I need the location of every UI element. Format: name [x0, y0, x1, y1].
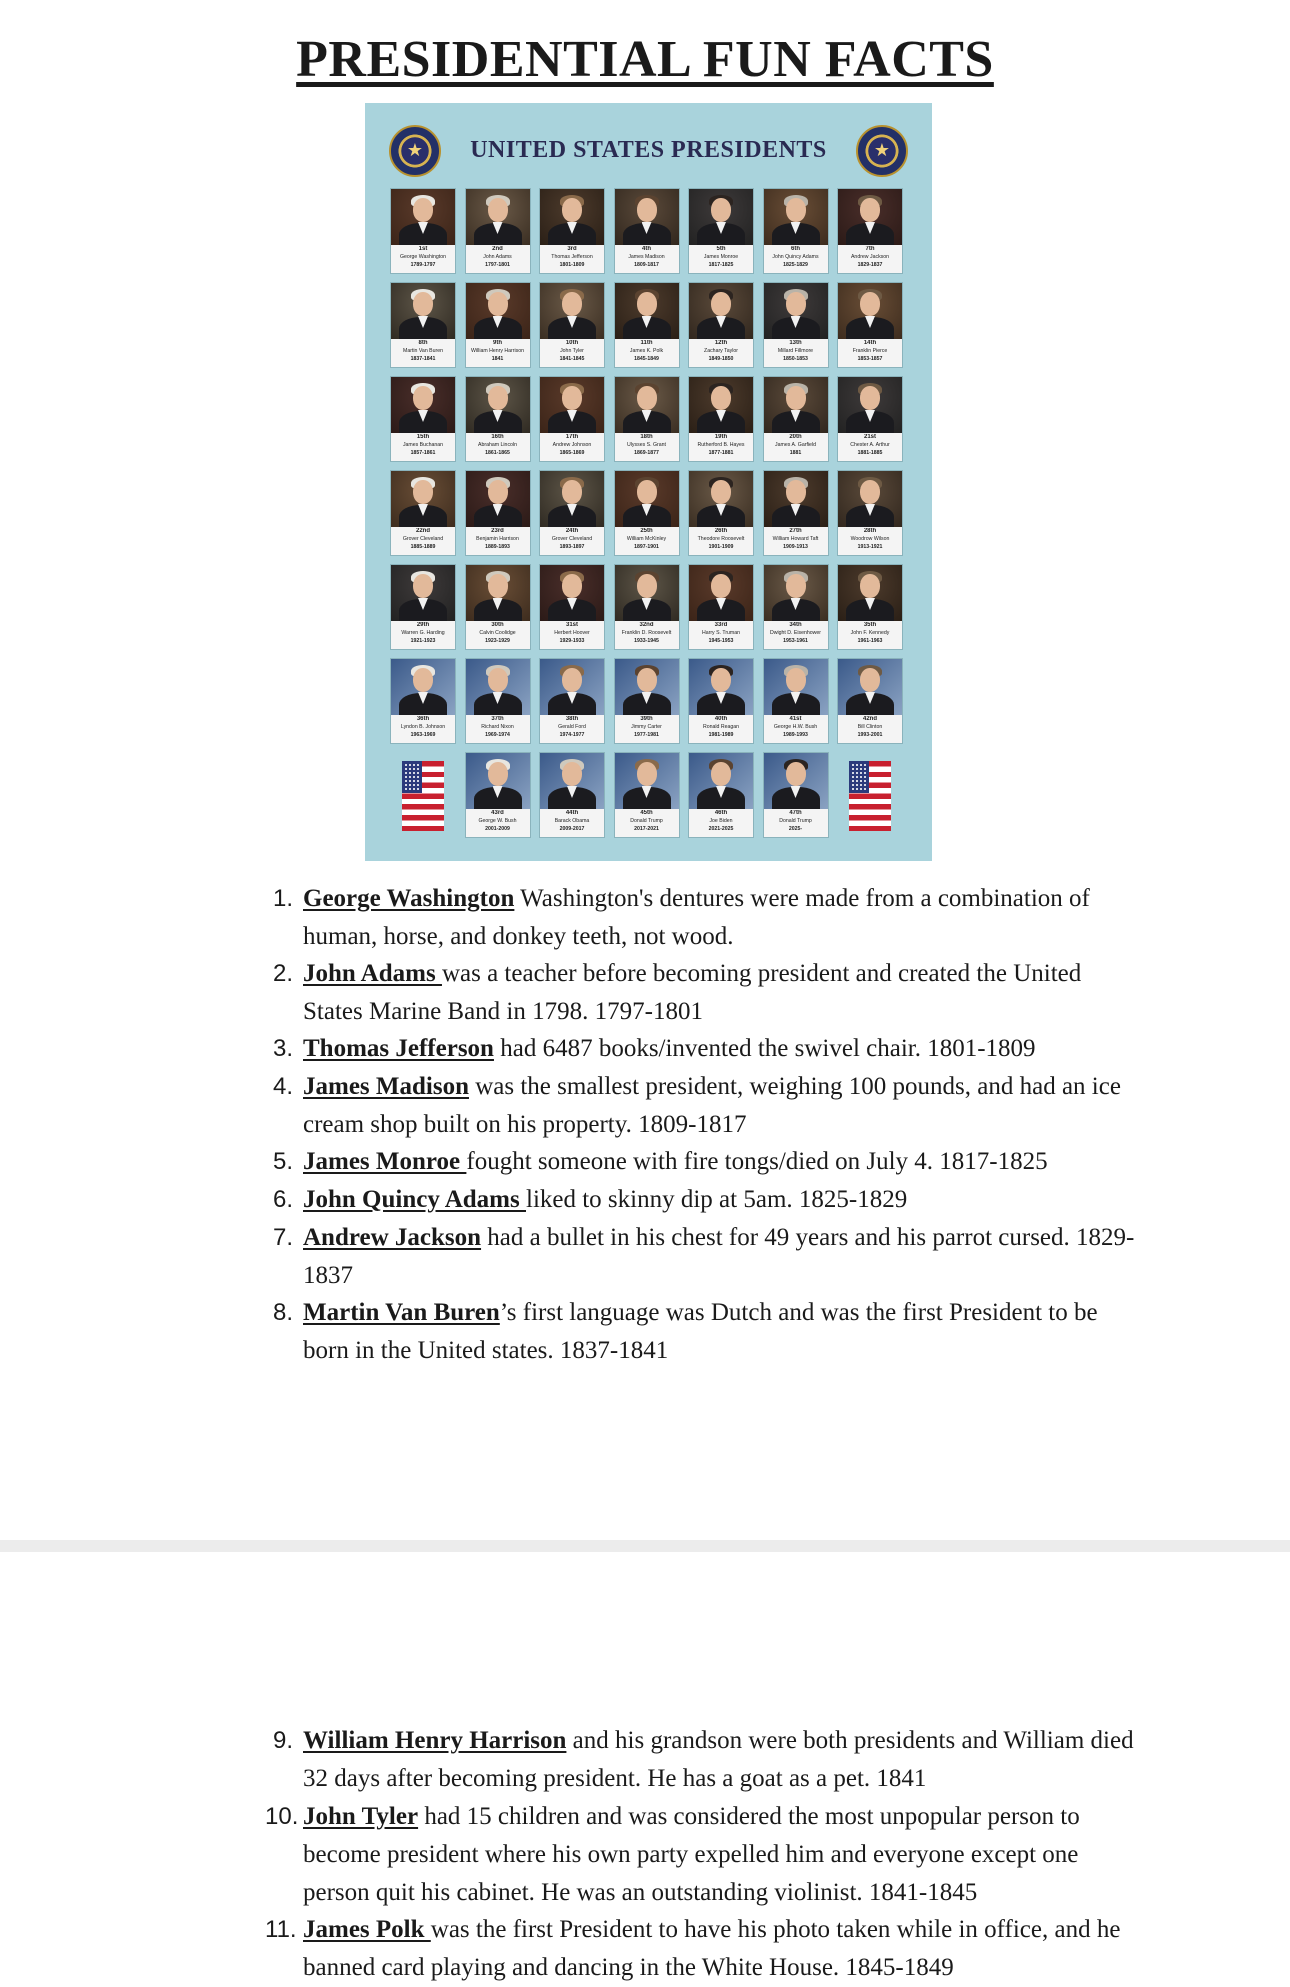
- president-years: 2017-2021: [634, 826, 659, 832]
- president-name-link: James Polk: [303, 1916, 431, 1943]
- president-number: 13th: [789, 340, 802, 346]
- president-name: Richard Nixon: [481, 724, 514, 730]
- president-name: Andrew Johnson: [552, 442, 592, 448]
- president-portrait: [689, 753, 753, 809]
- president-card: [391, 283, 455, 367]
- president-number: 18th: [640, 434, 653, 440]
- president-card: [764, 565, 828, 649]
- president-name: Andrew Jackson: [850, 254, 890, 260]
- president-portrait: [540, 377, 604, 433]
- president-name: Ronald Reagan: [702, 724, 740, 730]
- president-name-link: William Henry Harrison: [303, 1727, 567, 1754]
- president-card: [615, 377, 679, 461]
- poster-header: [365, 119, 932, 179]
- president-portrait: [764, 565, 828, 621]
- president-years: 1889-1893: [485, 544, 510, 550]
- president-portrait: [615, 377, 679, 433]
- president-years: 2009-2017: [559, 826, 585, 832]
- president-portrait: [615, 659, 679, 715]
- president-card: [466, 189, 530, 273]
- fact-number: 4.: [272, 1073, 293, 1100]
- president-card: [838, 471, 902, 555]
- president-card: [540, 565, 604, 649]
- president-name: Donald Trump: [779, 818, 812, 824]
- president-portrait: [838, 189, 902, 245]
- fact-number: 3.: [272, 1035, 293, 1062]
- president-portrait: [391, 283, 455, 339]
- fact-text: liked to skinny dip at 5am. 1825-1829: [526, 1186, 908, 1213]
- president-name-link: Thomas Jefferson: [303, 1035, 494, 1062]
- fact-list-item: [272, 880, 1143, 956]
- president-years: 2001-2009: [485, 826, 510, 832]
- president-grid: [391, 189, 911, 837]
- president-years: 1909-1913: [783, 544, 808, 550]
- president-name-link: John Tyler: [303, 1803, 419, 1830]
- president-name: Dwight D. Eisenhower: [769, 630, 822, 636]
- president-name: Joe Biden: [709, 818, 733, 824]
- president-name: Bill Clinton: [857, 724, 883, 730]
- president-card: [615, 753, 679, 837]
- president-number: 33rd: [714, 622, 728, 628]
- president-number: 19th: [714, 434, 728, 440]
- president-name-link: James Madison: [303, 1073, 469, 1100]
- president-name: George W. Bush: [478, 818, 517, 824]
- president-portrait: [764, 283, 828, 339]
- president-name: Donald Trump: [630, 818, 663, 824]
- president-portrait: [540, 659, 604, 715]
- president-years: 1929-1933: [559, 638, 585, 644]
- fact-number: 1.: [272, 885, 293, 912]
- president-name-link: James Monroe: [303, 1148, 467, 1175]
- president-number: 12th: [714, 340, 728, 346]
- president-name: James Monroe: [703, 254, 739, 260]
- president-portrait: [689, 189, 753, 245]
- fact-list-item: [272, 1030, 1143, 1068]
- president-years: 1825-1829: [783, 262, 808, 268]
- president-card: [615, 471, 679, 555]
- president-portrait: [540, 283, 604, 339]
- poster-title: UNITED STATES PRESIDENTS: [470, 137, 827, 163]
- fact-text: was the first President to have his photo taken while in office, and he banned card playing and dancing in the White House. 1845-1849: [303, 1916, 1121, 1981]
- president-portrait: [689, 283, 753, 339]
- president-years: 1901-1909: [708, 544, 734, 550]
- president-name: Theodore Roosevelt: [697, 536, 745, 542]
- president-card: [764, 659, 828, 743]
- president-card: [764, 471, 828, 555]
- president-name: Millard Fillmore: [777, 348, 814, 354]
- president-portrait: [689, 565, 753, 621]
- fact-text: fought someone with fire tongs/died on July 4. 1817-1825: [466, 1148, 1048, 1175]
- president-years: 1893-1897: [559, 544, 585, 550]
- president-name: Gerald Ford: [558, 724, 586, 730]
- fact-list-item: [265, 1911, 1143, 1987]
- president-name-link: John Quincy Adams: [303, 1186, 526, 1213]
- president-portrait: [689, 377, 753, 433]
- president-portrait: [838, 283, 902, 339]
- president-number: 4th: [642, 246, 651, 252]
- president-name: Woodrow Wilson: [850, 536, 890, 542]
- president-number: 41st: [789, 716, 802, 722]
- president-number: 20th: [789, 434, 802, 440]
- president-portrait: [764, 659, 828, 715]
- president-name: Grover Cleveland: [551, 536, 593, 542]
- president-years: 1977-1981: [634, 732, 659, 738]
- president-portrait: [466, 753, 530, 809]
- president-number: 28th: [863, 528, 877, 534]
- president-card: [838, 659, 902, 743]
- president-name-link: George Washington: [303, 885, 515, 912]
- president-portrait: [615, 565, 679, 621]
- president-card: [764, 753, 828, 837]
- president-name: Benjamin Harrison: [476, 536, 519, 542]
- fact-list-item: [272, 1722, 1143, 1798]
- president-number: 35th: [863, 622, 877, 628]
- president-number: 44th: [565, 810, 579, 816]
- president-number: 9th: [493, 340, 502, 346]
- president-years: 1801-1809: [559, 262, 585, 268]
- fact-text: was the smallest president, weighing 100 pounds, and had an ice cream shop built on his property. 1809-1817: [303, 1073, 1121, 1138]
- fact-number: 5.: [272, 1148, 293, 1175]
- fact-list-item: [265, 1798, 1143, 1912]
- president-name-link: Martin Van Buren: [303, 1299, 500, 1326]
- president-years: 1849-1850: [708, 356, 734, 362]
- president-number: 23rd: [491, 528, 504, 534]
- fact-text: was a teacher before becoming president and created the United States Marine Band in 1798. 1797-1801: [303, 960, 1082, 1025]
- president-card: [540, 471, 604, 555]
- president-portrait: [540, 565, 604, 621]
- president-card: [391, 659, 455, 743]
- president-number: 34th: [789, 622, 802, 628]
- president-portrait: [391, 377, 455, 433]
- president-number: 16th: [491, 434, 504, 440]
- fact-text: had 6487 books/invented the swivel chair. 1801-1809: [493, 1035, 1036, 1062]
- president-number: 21st: [863, 434, 876, 440]
- president-years: 1861-1865: [485, 450, 510, 456]
- president-number: 10th: [565, 340, 579, 346]
- president-years: 1881: [789, 450, 802, 456]
- president-years: 1865-1869: [559, 450, 585, 456]
- president-name: Rutherford B. Hayes: [697, 442, 745, 448]
- president-portrait: [466, 377, 530, 433]
- president-card: [689, 565, 753, 649]
- president-number: 7th: [865, 246, 875, 252]
- fact-text: ’s first language was Dutch and was the first President to be born in the United states. 1837-1841: [303, 1299, 1098, 1364]
- president-portrait: [391, 189, 455, 245]
- president-portrait: [764, 753, 828, 809]
- president-years: 2021-2025: [708, 826, 734, 832]
- president-name: William McKinley: [626, 536, 667, 542]
- president-portrait: [689, 659, 753, 715]
- president-card: [466, 377, 530, 461]
- president-name: Ulysses S. Grant: [627, 442, 666, 448]
- president-number: 39th: [640, 716, 653, 722]
- president-years: 1993-2001: [857, 732, 883, 738]
- president-name: William Howard Taft: [772, 536, 819, 542]
- president-card: [838, 565, 902, 649]
- president-name: George H.W. Bush: [773, 724, 818, 730]
- president-years: 1974-1977: [559, 732, 585, 738]
- president-years: 1869-1877: [634, 450, 659, 456]
- president-years: 1789-1797: [410, 262, 436, 268]
- president-years: 1837-1841: [410, 356, 436, 362]
- president-number: 36th: [416, 716, 430, 722]
- president-years: 1923-1929: [485, 638, 510, 644]
- president-number: 2nd: [492, 246, 503, 252]
- president-card: [615, 283, 679, 367]
- president-card: [391, 377, 455, 461]
- president-number: 29th: [416, 622, 430, 628]
- page-separator: [0, 1540, 1290, 1552]
- fact-text: and his grandson were both presidents and William died 32 days after becoming president. He has a goat as a pet. 1841: [303, 1727, 1134, 1792]
- president-card: [764, 283, 828, 367]
- president-years: 1841: [491, 356, 504, 362]
- president-portrait: [466, 283, 530, 339]
- president-card: [540, 283, 604, 367]
- president-number: 26th: [714, 528, 728, 534]
- president-number: 15th: [416, 434, 430, 440]
- fact-number: 6.: [272, 1186, 293, 1213]
- president-card: [838, 377, 902, 461]
- president-years: 1981-1989: [708, 732, 734, 738]
- fact-number: 9.: [272, 1727, 293, 1754]
- president-name: George Washington: [400, 254, 446, 260]
- president-years: 1850-1853: [783, 356, 808, 362]
- president-card: [838, 283, 902, 367]
- president-name: James K. Polk: [629, 348, 664, 354]
- president-name: Abraham Lincoln: [478, 442, 517, 448]
- president-name: William Henry Harrison: [470, 348, 525, 354]
- president-years: 1897-1901: [634, 544, 659, 550]
- fact-list-item: [272, 1181, 1143, 1219]
- president-portrait: [615, 753, 679, 809]
- president-name: Jimmy Carter: [631, 724, 662, 730]
- president-name: James A. Garfield: [775, 442, 816, 448]
- president-card: [689, 189, 753, 273]
- president-card: [689, 753, 753, 837]
- president-number: 8th: [418, 340, 428, 346]
- president-portrait: [466, 189, 530, 245]
- president-portrait: [391, 565, 455, 621]
- president-portrait: [838, 565, 902, 621]
- president-portrait: [764, 471, 828, 527]
- president-name: John F. Kennedy: [850, 630, 890, 636]
- president-card: [540, 377, 604, 461]
- president-number: 37th: [491, 716, 504, 722]
- president-years: 1881-1885: [857, 450, 883, 456]
- president-number: 46th: [714, 810, 728, 816]
- president-portrait: [466, 565, 530, 621]
- president-number: 1st: [418, 246, 428, 252]
- president-name: John Quincy Adams: [772, 254, 819, 260]
- president-name-link: Andrew Jackson: [303, 1224, 482, 1251]
- president-card: [764, 377, 828, 461]
- president-years: 1953-1961: [783, 638, 808, 644]
- president-years: 1845-1849: [634, 356, 659, 362]
- president-years: 1961-1963: [857, 638, 883, 644]
- president-number: 47th: [789, 810, 802, 816]
- page-title: PRESIDENTIAL FUN FACTS: [296, 31, 994, 88]
- fact-list-item: [272, 1068, 1143, 1144]
- president-name: Franklin D. Roosevelt: [621, 630, 672, 636]
- president-portrait: [391, 471, 455, 527]
- president-portrait: [615, 189, 679, 245]
- president-card: [391, 189, 455, 273]
- president-card: [689, 471, 753, 555]
- president-portrait: [540, 471, 604, 527]
- president-name-link: John Adams: [303, 960, 442, 987]
- president-card: [466, 565, 530, 649]
- president-portrait: [466, 659, 530, 715]
- president-name: Herbert Hoover: [554, 630, 590, 636]
- president-name: Zachary Taylor: [704, 348, 738, 354]
- president-number: 45th: [640, 810, 653, 816]
- president-number: 22nd: [415, 528, 430, 534]
- president-number: 25th: [640, 528, 653, 534]
- president-number: 30th: [491, 622, 504, 628]
- president-number: 31st: [565, 622, 578, 628]
- fact-list-item: [272, 1143, 1143, 1181]
- president-years: 1797-1801: [485, 262, 510, 268]
- president-name: Thomas Jefferson: [551, 254, 593, 260]
- president-card: [391, 565, 455, 649]
- president-card: [689, 659, 753, 743]
- president-years: 1913-1921: [857, 544, 883, 550]
- president-number: 27th: [789, 528, 802, 534]
- president-portrait: [838, 471, 902, 527]
- president-name: Franklin Pierce: [852, 348, 888, 354]
- president-number: 17th: [565, 434, 579, 440]
- fact-number: 2.: [272, 960, 293, 987]
- president-card: [615, 189, 679, 273]
- president-portrait: [764, 189, 828, 245]
- president-portrait: [466, 471, 530, 527]
- president-number: 32nd: [639, 622, 654, 628]
- president-card: [466, 753, 530, 837]
- president-portrait: [540, 753, 604, 809]
- fact-number: 11.: [265, 1916, 297, 1943]
- president-number: 43rd: [491, 810, 504, 816]
- president-years: 1841-1845: [559, 356, 585, 362]
- president-portrait: [838, 659, 902, 715]
- president-years: 1877-1881: [708, 450, 734, 456]
- president-number: 11th: [640, 340, 653, 346]
- fact-text: had a bullet in his chest for 49 years and his parrot cursed. 1829-1837: [303, 1224, 1135, 1289]
- fact-list-item: [272, 955, 1143, 1031]
- president-portrait: [764, 377, 828, 433]
- presidential-seal-icon: [856, 125, 908, 177]
- president-years: 1989-1993: [783, 732, 808, 738]
- president-card: [540, 753, 604, 837]
- fact-text: Washington's dentures were made from a combination of human, horse, and donkey teeth, not wood.: [303, 885, 1090, 950]
- president-card: [540, 659, 604, 743]
- president-number: 5th: [716, 246, 726, 252]
- president-number: 40th: [714, 716, 728, 722]
- president-card: [838, 189, 902, 273]
- president-years: 1885-1889: [410, 544, 436, 550]
- president-number: 3rd: [567, 246, 577, 252]
- president-years: 1809-1817: [634, 262, 659, 268]
- president-name: Chester A. Arthur: [850, 442, 890, 448]
- president-name: James Madison: [628, 254, 665, 260]
- president-card: [764, 189, 828, 273]
- president-years: 1969-1974: [485, 732, 510, 738]
- fact-text: had 15 children and was considered the most unpopular person to become president where his own party expelled him and everyone except one person quit his cabinet. He was an outstanding violinist. 1841-1845: [303, 1803, 1080, 1906]
- president-portrait: [540, 189, 604, 245]
- president-portrait: [615, 283, 679, 339]
- president-name: John Tyler: [560, 348, 584, 354]
- document-page-2: [0, 1552, 1290, 1981]
- president-card: [540, 189, 604, 273]
- president-name: Calvin Coolidge: [479, 630, 516, 636]
- president-name: Warren G. Harding: [401, 630, 445, 636]
- president-name: Grover Cleveland: [402, 536, 444, 542]
- fact-number: 7.: [272, 1224, 293, 1251]
- president-name: Martin Van Buren: [403, 348, 443, 354]
- president-number: 42nd: [862, 716, 877, 722]
- president-years: 1817-1825: [708, 262, 734, 268]
- us-flag-icon: [849, 761, 891, 831]
- president-name: Lyndon B. Johnson: [400, 724, 446, 730]
- president-name: John Adams: [483, 254, 512, 260]
- president-card: [466, 659, 530, 743]
- president-years: 1933-1945: [634, 638, 659, 644]
- president-years: 1853-1857: [857, 356, 883, 362]
- president-card: [615, 659, 679, 743]
- president-years: 1921-1923: [410, 638, 436, 644]
- presidents-poster: [365, 103, 932, 861]
- president-portrait: [391, 659, 455, 715]
- president-years: 1857-1861: [410, 450, 436, 456]
- president-number: 24th: [565, 528, 579, 534]
- president-name: James Buchanan: [402, 442, 444, 448]
- president-name: Barack Obama: [554, 818, 590, 824]
- president-number: 14th: [863, 340, 877, 346]
- fact-number: 10.: [265, 1803, 299, 1830]
- president-portrait: [615, 471, 679, 527]
- president-portrait: [838, 377, 902, 433]
- president-card: [689, 283, 753, 367]
- president-card: [466, 283, 530, 367]
- fact-list-item: [272, 1219, 1143, 1295]
- president-years: 1945-1953: [708, 638, 734, 644]
- president-number: 6th: [791, 246, 800, 252]
- president-years: 1829-1837: [857, 262, 883, 268]
- us-flag-icon: [402, 761, 444, 831]
- president-card: [689, 377, 753, 461]
- president-card: [391, 471, 455, 555]
- president-card: [466, 471, 530, 555]
- president-number: 38th: [565, 716, 579, 722]
- president-portrait: [689, 471, 753, 527]
- president-years: 1963-1969: [410, 732, 436, 738]
- president-years: 2025-: [788, 826, 803, 832]
- president-name: Harry S. Truman: [701, 630, 741, 636]
- fact-list-item: [272, 1294, 1143, 1370]
- president-card: [615, 565, 679, 649]
- fact-number: 8.: [272, 1299, 293, 1326]
